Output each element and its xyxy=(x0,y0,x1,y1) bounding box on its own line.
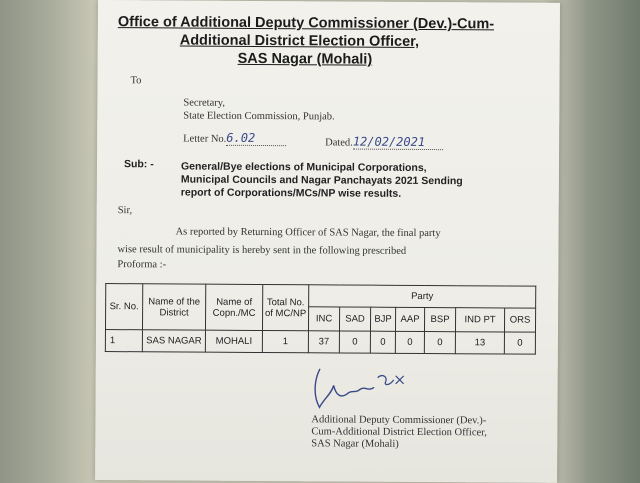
letter-number xyxy=(183,131,286,147)
cell-party-value: 37 xyxy=(308,331,339,353)
header-sr-no: Sr. No. xyxy=(105,284,142,330)
subject-line-1: General/Bye elections of Municipal Corporations, xyxy=(180,160,427,175)
header-copn: Name of Copn./MC xyxy=(205,284,262,330)
party-header: IND PT xyxy=(455,308,504,332)
handwritten-signature xyxy=(307,363,417,414)
recipient-line-1: Secretary, xyxy=(183,97,225,109)
office-title-line-3: SAS Nagar (Mohali) xyxy=(237,50,373,68)
letter-page xyxy=(95,0,560,483)
recipient-line-2: State Election Commission, Punjab. xyxy=(183,110,335,123)
cell-party-value: 0 xyxy=(424,332,455,354)
header-total: Total No. of MC/NP xyxy=(262,285,308,331)
table-header-row xyxy=(106,284,536,309)
cell-sr: 1 xyxy=(105,330,142,352)
letter-date xyxy=(325,134,443,150)
letter-number-label: Letter No. xyxy=(183,133,227,145)
letter-number-value: 6.02 xyxy=(226,131,286,146)
signature-line-1: Additional Deputy Commissioner (Dev.)- xyxy=(311,414,487,427)
cell-party-value: 0 xyxy=(395,331,424,353)
party-header: SAD xyxy=(339,307,370,331)
results-table xyxy=(105,283,536,355)
salutation: Sir, xyxy=(117,205,133,217)
party-header: AAP xyxy=(395,307,424,331)
paragraph-line-2: wise result of municipality is hereby sent in the following prescribed xyxy=(117,244,407,257)
subject-line-3: report of Corporations/MCs/NP wise results. xyxy=(180,186,402,200)
cell-total: 1 xyxy=(262,331,308,353)
to-label: To xyxy=(130,75,142,87)
paragraph-line-3: Proforma :- xyxy=(117,259,167,271)
office-title-line-2: Additional District Election Officer, xyxy=(179,32,420,50)
party-header: BJP xyxy=(370,307,395,331)
subject-label: Sub: - xyxy=(123,158,154,171)
letter-date-value: 12/02/2021 xyxy=(353,135,443,151)
office-title-line-1: Office of Additional Deputy Commissioner (Dev.)-Cum- xyxy=(117,14,495,33)
table-row xyxy=(105,330,535,355)
party-header: ORS xyxy=(504,308,535,332)
party-header: INC xyxy=(308,307,339,331)
header-party: Party xyxy=(309,285,536,308)
cell-party-value: 0 xyxy=(504,332,535,354)
subject-line-2: Municipal Councils and Nagar Panchayats 2021 Sending xyxy=(180,173,463,188)
cell-party-value: 0 xyxy=(339,331,370,353)
signature-line-2: Cum-Additional District Election Officer, xyxy=(311,426,487,439)
cell-party-value: 13 xyxy=(455,332,504,354)
letter-date-label: Dated. xyxy=(325,137,353,149)
paragraph-line-1: As reported by Returning Officer of SAS Nagar, the final party xyxy=(175,226,441,240)
signature-line-3: SAS Nagar (Mohali) xyxy=(311,438,399,450)
party-header: BSP xyxy=(424,308,455,332)
cell-district: SAS NAGAR xyxy=(142,330,205,352)
header-district: Name of the District xyxy=(142,284,205,330)
cell-copn: MOHALI xyxy=(205,330,262,352)
cell-party-value: 0 xyxy=(370,331,395,353)
